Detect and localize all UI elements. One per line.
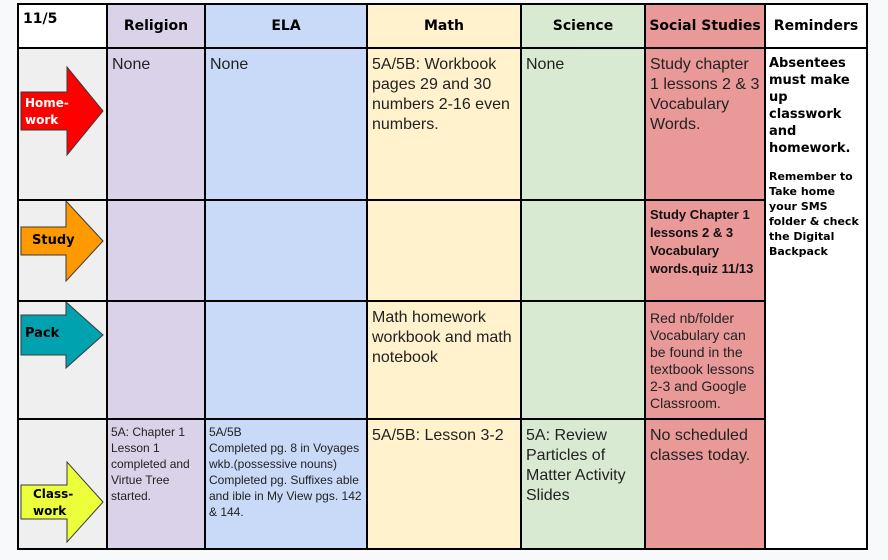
study-arrow-cell bbox=[18, 200, 107, 301]
pack-row bbox=[18, 301, 867, 419]
homework-ela: None bbox=[205, 48, 367, 200]
homework-math: 5A/5B: Workbook pages 29 and 30 numbers 2-16 even numbers. bbox=[367, 48, 521, 200]
social-studies-header: Social Studies bbox=[645, 4, 765, 48]
study-religion bbox=[107, 200, 205, 301]
pack-math: Math homework workbook and math notebook bbox=[367, 301, 521, 419]
reminders-cell bbox=[765, 48, 867, 549]
classwork-social-studies: No scheduled classes today. bbox=[645, 419, 765, 549]
religion-header: Religion bbox=[107, 4, 205, 48]
pack-social-studies: Red nb/folder Vocabulary can be found in the textbook lessons 2-3 and Google Classroom. bbox=[645, 301, 765, 419]
classwork-religion: 5A: Chapter 1 Lesson 1 completed and Virtue Tree started. bbox=[107, 419, 205, 549]
classwork-science: 5A: Review Particles of Matter Activity Slides bbox=[521, 419, 645, 549]
header-row bbox=[18, 4, 867, 48]
study-ela bbox=[205, 200, 367, 301]
classwork-label: Class- work bbox=[33, 487, 74, 518]
classwork-math: 5A/5B: Lesson 3-2 bbox=[367, 419, 521, 549]
homework-label: Home- work bbox=[25, 96, 69, 127]
study-label: Study bbox=[32, 233, 75, 248]
study-math bbox=[367, 200, 521, 301]
homework-arrow-cell bbox=[18, 48, 107, 200]
ela-header: ELA bbox=[205, 4, 367, 48]
pack-ela bbox=[205, 301, 367, 419]
pack-arrow-icon bbox=[19, 302, 107, 418]
reminders-header: Reminders bbox=[765, 4, 867, 48]
classwork-ela: 5A/5B Completed pg. 8 in Voyages wkb.(possessive nouns) Completed pg. Suffixes able and ible in My View pgs. 142 & 144. bbox=[205, 419, 367, 549]
reminder-note: Remember to Take home your SMS folder & check the Digital Backpack bbox=[769, 170, 859, 258]
study-arrow-icon bbox=[19, 201, 107, 300]
study-row bbox=[18, 200, 867, 301]
reminder-main: Absentees must make up classwork and homework. bbox=[769, 56, 851, 156]
homework-social-studies: Study chapter 1 lessons 2 & 3 Vocabulary Words. bbox=[645, 48, 765, 200]
homework-row bbox=[18, 48, 867, 200]
classwork-row bbox=[18, 419, 867, 549]
homework-religion: None bbox=[107, 48, 205, 200]
homework-science: None bbox=[521, 48, 645, 200]
pack-religion bbox=[107, 301, 205, 419]
math-header: Math bbox=[367, 4, 521, 48]
study-social-studies: Study Chapter 1 lessons 2 & 3 Vocabulary words.quiz 11/13 bbox=[645, 200, 765, 301]
classwork-arrow-icon bbox=[19, 420, 107, 548]
pack-label: Pack bbox=[25, 326, 60, 341]
pack-arrow-cell bbox=[18, 301, 107, 419]
date-header: 11/5 bbox=[18, 4, 107, 48]
weekly-schedule-table bbox=[17, 3, 868, 550]
science-header: Science bbox=[521, 4, 645, 48]
pack-science bbox=[521, 301, 645, 419]
study-science bbox=[521, 200, 645, 301]
classwork-arrow-cell bbox=[18, 419, 107, 549]
